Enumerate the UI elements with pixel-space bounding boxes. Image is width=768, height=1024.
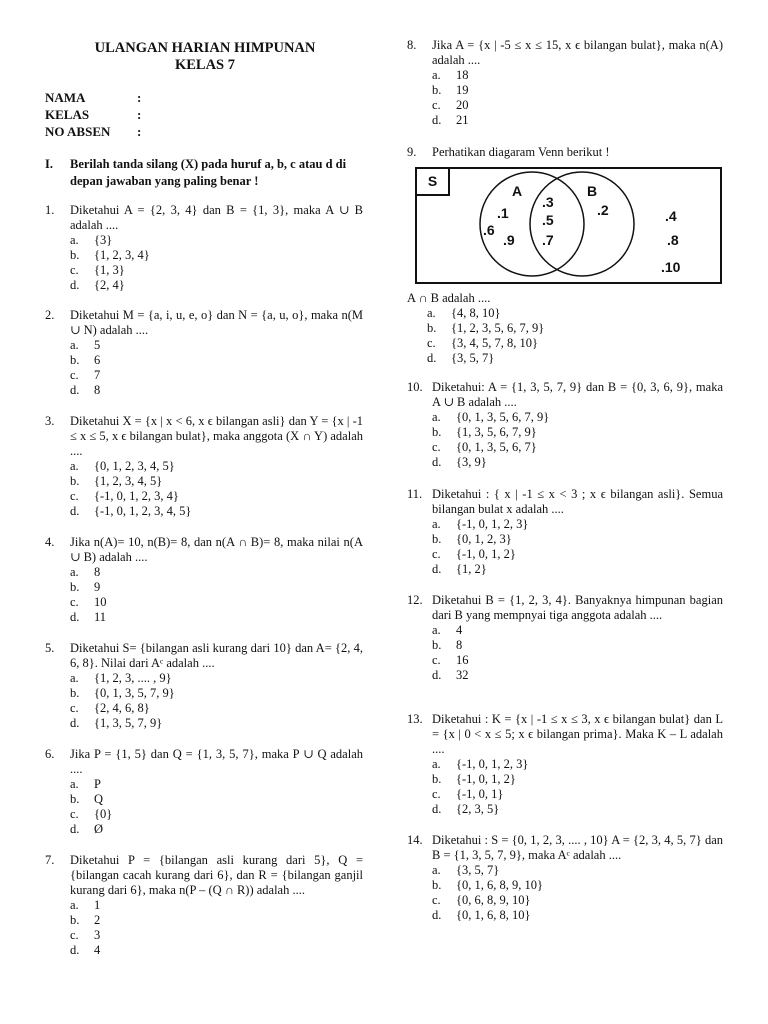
question-options bbox=[70, 898, 363, 958]
option[interactable] bbox=[70, 263, 363, 278]
option-letter: d. bbox=[70, 278, 80, 292]
question-options bbox=[70, 459, 363, 519]
option[interactable] bbox=[70, 459, 363, 474]
option-text: 11 bbox=[94, 610, 107, 624]
question-3 bbox=[45, 414, 363, 519]
option[interactable] bbox=[70, 610, 363, 625]
option-letter: c. bbox=[70, 701, 79, 715]
option[interactable] bbox=[432, 863, 723, 878]
option[interactable] bbox=[427, 336, 723, 351]
option[interactable] bbox=[432, 455, 723, 470]
option-letter: c. bbox=[70, 263, 79, 277]
option-text: {0, 1, 3, 5, 6, 7} bbox=[456, 440, 537, 454]
option[interactable] bbox=[432, 908, 723, 923]
option-text: 7 bbox=[94, 368, 101, 382]
option-text: 19 bbox=[456, 83, 469, 97]
question-stem: Diketahui : { x | -1 ≤ x < 3 ; x ϵ bilangan asli}. Semua bilangan bulat x adalah .... bbox=[432, 487, 723, 516]
option-letter: d. bbox=[70, 822, 80, 836]
option-letter: a. bbox=[432, 410, 441, 424]
option[interactable] bbox=[432, 517, 723, 532]
option-text: {0, 1, 3, 5, 6, 7, 9} bbox=[456, 410, 550, 424]
option[interactable] bbox=[70, 913, 363, 928]
option-letter: d. bbox=[70, 943, 80, 957]
option-text: 9 bbox=[94, 580, 101, 594]
option-letter: a. bbox=[70, 777, 79, 791]
question-number: 14. bbox=[407, 833, 423, 847]
question-5 bbox=[45, 641, 363, 731]
option[interactable] bbox=[432, 410, 723, 425]
option-text: {1, 3, 5, 7, 9} bbox=[94, 716, 163, 730]
option[interactable] bbox=[70, 474, 363, 489]
venn-element: .10 bbox=[661, 259, 681, 275]
option-text: {3, 9} bbox=[456, 455, 487, 469]
question-1 bbox=[45, 203, 363, 293]
option-letter: b. bbox=[432, 425, 442, 439]
option-letter: c. bbox=[432, 787, 441, 801]
question-10 bbox=[407, 380, 723, 470]
venn-element: .1 bbox=[497, 205, 509, 221]
question-options bbox=[432, 863, 723, 923]
option[interactable] bbox=[427, 321, 723, 336]
option-letter: d. bbox=[427, 351, 437, 365]
question-number: 13. bbox=[407, 712, 423, 726]
question-7 bbox=[45, 853, 363, 958]
option[interactable] bbox=[432, 425, 723, 440]
question-number: 12. bbox=[407, 593, 423, 607]
option-text: 8 bbox=[94, 383, 101, 397]
option-text: 2 bbox=[94, 913, 101, 927]
option-letter: b. bbox=[432, 532, 442, 546]
option-text: Q bbox=[94, 792, 104, 806]
option[interactable] bbox=[432, 802, 723, 817]
identity-label: NAMA bbox=[45, 90, 86, 105]
option[interactable] bbox=[432, 638, 723, 653]
option-text: {3, 5, 7} bbox=[456, 863, 500, 877]
option-letter: c. bbox=[432, 893, 441, 907]
option[interactable] bbox=[70, 338, 363, 353]
option-letter: a. bbox=[432, 68, 441, 82]
option-text: {0} bbox=[94, 807, 113, 821]
question-11 bbox=[407, 487, 723, 577]
option-letter: a. bbox=[432, 863, 441, 877]
option-letter: d. bbox=[432, 802, 442, 816]
option-text: Ø bbox=[94, 822, 104, 836]
option-text: {3, 4, 5, 7, 8, 10} bbox=[451, 336, 538, 350]
option-letter: c. bbox=[70, 368, 79, 382]
q9-options bbox=[427, 306, 723, 366]
option-letter: d. bbox=[70, 504, 80, 518]
option-text: 1 bbox=[94, 898, 101, 912]
option-text: {2, 4, 6, 8} bbox=[94, 701, 150, 715]
question-options bbox=[70, 233, 363, 293]
option-text: {0, 1, 3, 5, 7, 9} bbox=[94, 686, 175, 700]
question-12 bbox=[407, 593, 723, 683]
identity-label: NO ABSEN bbox=[45, 124, 111, 139]
question-number: 1. bbox=[45, 203, 55, 217]
option-text: {1, 2, 3, 4} bbox=[94, 248, 150, 262]
identity-sep: : bbox=[137, 124, 142, 139]
option[interactable] bbox=[70, 248, 363, 263]
q9-followup-text: A ∩ B adalah .... bbox=[407, 291, 491, 305]
question-9 bbox=[407, 145, 723, 160]
option-text: {1, 2, 3, 5, 6, 7, 9} bbox=[451, 321, 545, 335]
venn-element: .9 bbox=[503, 232, 515, 248]
option-text: {1, 2} bbox=[456, 562, 487, 576]
question-14 bbox=[407, 833, 723, 923]
page-title bbox=[45, 40, 365, 74]
option[interactable] bbox=[70, 595, 363, 610]
identity-name bbox=[45, 90, 141, 105]
option[interactable] bbox=[70, 671, 363, 686]
option-letter: d. bbox=[70, 610, 80, 624]
question-2 bbox=[45, 308, 363, 398]
option[interactable] bbox=[70, 278, 363, 293]
option-text: {0, 1, 2, 3, 4, 5} bbox=[94, 459, 175, 473]
venn-element: .2 bbox=[597, 202, 609, 218]
option-text: {4, 8, 10} bbox=[451, 306, 501, 320]
question-options bbox=[432, 517, 723, 577]
identity-sep: : bbox=[137, 90, 142, 105]
question-options bbox=[70, 565, 363, 625]
question-options bbox=[432, 68, 723, 128]
option-text: {0, 6, 8, 9, 10} bbox=[456, 893, 531, 907]
option-text: {-1, 0, 1, 2} bbox=[456, 547, 516, 561]
question-number: 6. bbox=[45, 747, 55, 761]
question-options bbox=[70, 338, 363, 398]
option[interactable] bbox=[432, 547, 723, 562]
option-letter: a. bbox=[70, 671, 79, 685]
question-number: 3. bbox=[45, 414, 55, 428]
option-letter: a. bbox=[432, 517, 441, 531]
option[interactable] bbox=[70, 353, 363, 368]
option[interactable] bbox=[70, 489, 363, 504]
option[interactable] bbox=[427, 351, 723, 366]
option-text: 3 bbox=[94, 928, 101, 942]
option-letter: d. bbox=[432, 113, 442, 127]
option[interactable] bbox=[432, 562, 723, 577]
option[interactable] bbox=[70, 792, 363, 807]
venn-circle-a bbox=[480, 172, 584, 276]
identity-label: KELAS bbox=[45, 107, 90, 122]
question-number: 5. bbox=[45, 641, 55, 655]
option-letter: b. bbox=[70, 474, 80, 488]
identity-absen bbox=[45, 124, 141, 139]
option[interactable] bbox=[70, 383, 363, 398]
title-line-2: KELAS 7 bbox=[174, 57, 236, 73]
option-letter: c. bbox=[427, 336, 436, 350]
option-letter: b. bbox=[70, 792, 80, 806]
option-letter: c. bbox=[70, 928, 79, 942]
option-letter: d. bbox=[432, 562, 442, 576]
question-number: 9. bbox=[407, 145, 417, 159]
option-letter: d. bbox=[432, 455, 442, 469]
option-text: 10 bbox=[94, 595, 107, 609]
option[interactable] bbox=[432, 83, 723, 98]
option-letter: d. bbox=[432, 668, 442, 682]
option-letter: b. bbox=[70, 913, 80, 927]
q9-followup bbox=[407, 291, 723, 366]
option[interactable] bbox=[432, 113, 723, 128]
option-text: 8 bbox=[456, 638, 463, 652]
option-letter: b. bbox=[70, 353, 80, 367]
option-text: {-1, 0, 1, 2, 3} bbox=[456, 517, 529, 531]
option-letter: a. bbox=[432, 757, 441, 771]
question-number: 11. bbox=[407, 487, 423, 501]
option[interactable] bbox=[70, 807, 363, 822]
option-letter: b. bbox=[70, 248, 80, 262]
option-letter: c. bbox=[70, 595, 79, 609]
option-letter: a. bbox=[70, 459, 79, 473]
option-text: {2, 4} bbox=[94, 278, 125, 292]
option-letter: a. bbox=[70, 565, 79, 579]
option-text: {2, 3, 5} bbox=[456, 802, 500, 816]
option-letter: a. bbox=[70, 338, 79, 352]
option[interactable] bbox=[70, 928, 363, 943]
option[interactable] bbox=[70, 701, 363, 716]
question-stem: Diketahui A = {2, 3, 4} dan B = {1, 3}, maka A ∪ B adalah .... bbox=[70, 203, 363, 232]
identity-sep: : bbox=[137, 107, 142, 122]
option-text: {-1, 0, 1, 2, 3, 4} bbox=[94, 489, 179, 503]
option-text: 21 bbox=[456, 113, 469, 127]
option-text: 20 bbox=[456, 98, 469, 112]
option[interactable] bbox=[70, 504, 363, 519]
option-text: {3, 5, 7} bbox=[451, 351, 495, 365]
option-text: {1, 2, 3, 4, 5} bbox=[94, 474, 163, 488]
option-letter: c. bbox=[432, 440, 441, 454]
identity-class bbox=[45, 107, 141, 122]
option[interactable] bbox=[70, 898, 363, 913]
option[interactable] bbox=[432, 893, 723, 908]
option-text: 18 bbox=[456, 68, 469, 82]
option[interactable] bbox=[427, 306, 723, 321]
question-options bbox=[432, 757, 723, 817]
option[interactable] bbox=[432, 68, 723, 83]
question-4 bbox=[45, 535, 363, 625]
option-text: {1, 3, 5, 6, 7, 9} bbox=[456, 425, 537, 439]
venn-set-b-label: B bbox=[587, 183, 598, 199]
question-options bbox=[70, 777, 363, 837]
option-text: {-1, 0, 1, 2, 3} bbox=[456, 757, 529, 771]
venn-set-a-label: A bbox=[512, 183, 523, 199]
option-text: {1, 2, 3, .... , 9} bbox=[94, 671, 172, 685]
option-letter: a. bbox=[432, 623, 441, 637]
venn-element: .4 bbox=[665, 208, 677, 224]
option-text: 4 bbox=[456, 623, 463, 637]
option[interactable] bbox=[432, 787, 723, 802]
option[interactable] bbox=[70, 822, 363, 837]
question-stem: Diketahui P = {bilangan asli kurang dari 5}, Q = {bilangan cacah kurang dari 6}, dan R = {bilangan ganjil kurang dari 6}, maka n(P – (Q ∩ R)) adalah .... bbox=[70, 853, 363, 897]
question-6 bbox=[45, 747, 363, 837]
question-stem: Jika A = {x | -5 ≤ x ≤ 15, x ϵ bilangan bulat}, maka n(A) adalah .... bbox=[432, 38, 723, 67]
option-letter: b. bbox=[70, 686, 80, 700]
question-number: 8. bbox=[407, 38, 417, 52]
option-letter: c. bbox=[70, 489, 79, 503]
option[interactable] bbox=[432, 98, 723, 113]
question-options bbox=[70, 671, 363, 731]
venn-element: .7 bbox=[542, 232, 554, 248]
question-stem: Diketahui : K = {x | -1 ≤ x ≤ 3, x ϵ bilangan bulat} dan L = {x | 0 < x ≤ 5; x ϵ bilangan prima}. Maka K – L adalah .... bbox=[432, 712, 723, 756]
option-text: {-1, 0, 1} bbox=[456, 787, 504, 801]
option-text: P bbox=[94, 777, 101, 791]
title-line-1: ULANGAN HARIAN HIMPUNAN bbox=[94, 40, 316, 56]
option-text: {-1, 0, 1, 2, 3, 4, 5} bbox=[94, 504, 192, 518]
option[interactable] bbox=[70, 368, 363, 383]
option[interactable] bbox=[70, 686, 363, 701]
option-letter: b. bbox=[432, 878, 442, 892]
option[interactable] bbox=[432, 878, 723, 893]
instruction-text: Berilah tanda silang (X) pada huruf a, b, c atau d di depan jawaban yang paling benar ! bbox=[70, 157, 347, 188]
option-letter: b. bbox=[70, 580, 80, 594]
question-number: 2. bbox=[45, 308, 55, 322]
option-letter: b. bbox=[432, 772, 442, 786]
question-options bbox=[432, 410, 723, 470]
question-stem: Diketahui: A = {1, 3, 5, 7, 9} dan B = {0, 3, 6, 9}, maka A ∪ B adalah .... bbox=[432, 380, 723, 409]
option-letter: b. bbox=[427, 321, 437, 335]
option[interactable] bbox=[432, 668, 723, 683]
option-text: {3} bbox=[94, 233, 113, 247]
option-letter: c. bbox=[432, 653, 441, 667]
venn-element: .3 bbox=[542, 194, 554, 210]
venn-diagram bbox=[415, 167, 722, 284]
question-stem: Perhatikan diagaram Venn berikut ! bbox=[432, 145, 610, 159]
option[interactable] bbox=[70, 716, 363, 731]
option-letter: d. bbox=[432, 908, 442, 922]
question-stem: Diketahui : S = {0, 1, 2, 3, .... , 10} A = {2, 3, 4, 5, 7} dan B = {1, 3, 5, 7, 9}, maka Aᶜ adalah .... bbox=[432, 833, 723, 862]
question-stem: Diketahui B = {1, 2, 3, 4}. Banyaknya himpunan bagian dari B yang mempnyai tiga anggota adalah .... bbox=[432, 593, 723, 622]
option-text: {0, 1, 2, 3} bbox=[456, 532, 512, 546]
question-number: 4. bbox=[45, 535, 55, 549]
option-text: 4 bbox=[94, 943, 101, 957]
option-text: {-1, 0, 1, 2} bbox=[456, 772, 516, 786]
option[interactable] bbox=[432, 757, 723, 772]
option[interactable] bbox=[70, 565, 363, 580]
option-text: 32 bbox=[456, 668, 469, 682]
option-text: 16 bbox=[456, 653, 469, 667]
question-number: 10. bbox=[407, 380, 423, 394]
option[interactable] bbox=[432, 772, 723, 787]
option-text: {0, 1, 6, 8, 9, 10} bbox=[456, 878, 543, 892]
option-letter: b. bbox=[432, 83, 442, 97]
option-letter: c. bbox=[70, 807, 79, 821]
option[interactable] bbox=[432, 623, 723, 638]
option-letter: c. bbox=[432, 98, 441, 112]
question-options bbox=[432, 623, 723, 683]
option[interactable] bbox=[70, 777, 363, 792]
question-stem: Diketahui S= {bilangan asli kurang dari 10} dan A= {2, 4, 6, 8}. Nilai dari Aᶜ adalah .... bbox=[70, 641, 363, 670]
option-text: 5 bbox=[94, 338, 101, 352]
option-letter: d. bbox=[70, 383, 80, 397]
question-stem: Jika P = {1, 5} dan Q = {1, 3, 5, 7}, maka P ∪ Q adalah .... bbox=[70, 747, 363, 776]
option-text: 6 bbox=[94, 353, 101, 367]
option[interactable] bbox=[432, 440, 723, 455]
venn-element: .5 bbox=[542, 212, 554, 228]
option[interactable] bbox=[70, 580, 363, 595]
option-text: {1, 3} bbox=[94, 263, 125, 277]
option-letter: a. bbox=[427, 306, 436, 320]
question-stem: Diketahui M = {a, i, u, e, o} dan N = {a, u, o}, maka n(M ∪ N) adalah .... bbox=[70, 308, 363, 337]
question-13 bbox=[407, 712, 723, 817]
question-number: 7. bbox=[45, 853, 55, 867]
venn-element: .8 bbox=[667, 232, 679, 248]
venn-element: .6 bbox=[483, 222, 495, 238]
option-letter: b. bbox=[432, 638, 442, 652]
option[interactable] bbox=[432, 653, 723, 668]
venn-universe-label: S bbox=[417, 169, 450, 196]
question-stem: Jika n(A)= 10, n(B)= 8, dan n(A ∩ B)= 8, maka nilai n(A ∪ B) adalah .... bbox=[70, 535, 363, 564]
option-letter: a. bbox=[70, 233, 79, 247]
option-letter: c. bbox=[432, 547, 441, 561]
question-stem: Diketahui X = {x | x < 6, x ϵ bilangan asli} dan Y = {x | -1 ≤ x ≤ 5, x ϵ bilangan bulat}, maka anggota (X ∩ Y) adalah .... bbox=[70, 414, 363, 458]
option-text: {0, 1, 6, 8, 10} bbox=[456, 908, 531, 922]
option-text: 8 bbox=[94, 565, 101, 579]
option-letter: d. bbox=[70, 716, 80, 730]
option[interactable] bbox=[432, 532, 723, 547]
question-8 bbox=[407, 38, 723, 128]
option[interactable] bbox=[70, 233, 363, 248]
option[interactable] bbox=[70, 943, 363, 958]
option-letter: a. bbox=[70, 898, 79, 912]
instruction-number: I. bbox=[45, 157, 53, 171]
